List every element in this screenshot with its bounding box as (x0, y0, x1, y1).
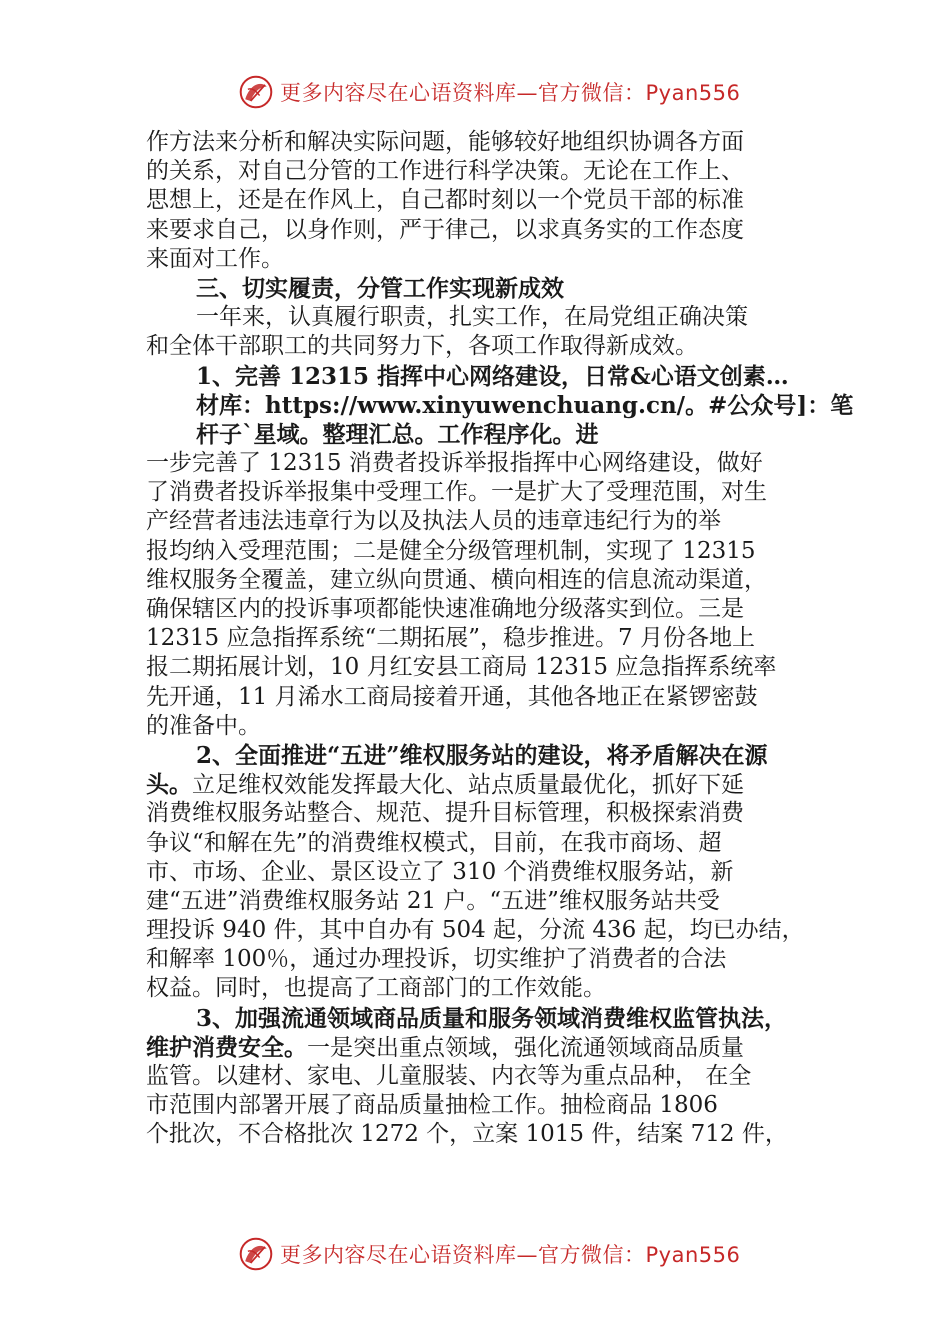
text-line (146, 799, 846, 828)
text-line (146, 770, 846, 799)
header-banner (0, 70, 950, 114)
text-line (146, 858, 846, 887)
text-line (146, 945, 846, 974)
body-text: 先开通，11 月浠水工商局接着开通，其他各地正在紧锣密鼓 (146, 683, 758, 710)
body-text: 和解率 100％，通过办理投诉，切实维护了消费者的合法 (146, 946, 727, 973)
body-text: 确保辖区内的投诉事项都能快速准确地分级落实到位。三是 (146, 596, 744, 622)
bold-text: 材库：https://www.xinyuwenchuang.cn/。#公众号]：笔 (196, 391, 854, 419)
body-text: 和全体干部职工的共同努力下，各项工作取得新成效。 (146, 333, 698, 360)
body-text: 市、市场、企业、景区设立了 310 个消费维权服务站，新 (146, 858, 734, 885)
text-line (146, 887, 846, 916)
body-text: 产经营者违法违章行为以及执法人员的违章违纪行为的举 (146, 508, 721, 535)
body-text: 的准备中。 (146, 712, 261, 739)
banner-text: 更多内容尽在心语资料库—官方微信：Pyan556 (280, 81, 741, 105)
ribbon-pen-icon (238, 1236, 274, 1272)
body-text: 了消费者投诉举报集中受理工作。一是扩大了受理范围，对生 (146, 479, 767, 506)
bold-text: 2、全面推进“五进”维权服务站的建设，将矛盾解决在源 (196, 741, 768, 769)
text-line (146, 712, 846, 741)
bold-text: 三、切实履责，分管工作实现新成效 (196, 274, 564, 302)
text-line (146, 245, 846, 274)
text-line (146, 741, 846, 770)
body-text: 一是突出重点领域，强化流通领域商品质量 (307, 1034, 744, 1061)
body-text: 一步完善了 12315 消费者投诉举报指挥中心网络建设，做好 (146, 450, 763, 477)
body-text: 思想上，还是在作风上，自己都时刻以一个党员干部的标准 (146, 187, 744, 214)
text-line (146, 186, 846, 215)
text-line (146, 1120, 846, 1149)
text-line (146, 1033, 846, 1062)
text-line (146, 683, 846, 712)
text-line (146, 537, 846, 566)
document-body (146, 128, 854, 1150)
bold-text: 1、完善 12315 指挥中心网络建设，日常&心语文创素… (196, 362, 789, 390)
text-line (146, 829, 846, 858)
text-line (146, 1091, 846, 1120)
bold-text: 维护消费安全。 (146, 1033, 307, 1061)
bold-text: 3、加强流通领域商品质量和服务领域消费维权监管执法， (196, 1004, 788, 1032)
body-text: 消费维权服务站整合、规范、提升目标管理，积极探索消费 (146, 800, 744, 827)
text-line (146, 449, 846, 478)
body-text: 一年来，认真履行职责，扎实工作，在局党组正确决策 (196, 304, 748, 331)
text-line (146, 391, 854, 420)
text-line (146, 128, 846, 157)
body-text: 权益。同时，也提高了工商部门的工作效能。 (146, 975, 606, 1002)
ribbon-pen-icon (238, 74, 274, 110)
body-text: 立足维权效能发挥最大化、站点质量最优化，抓好下延 (192, 772, 744, 799)
text-line (146, 595, 846, 624)
body-text: 报二期拓展计划，10 月红安县工商局 12315 应急指挥系统率 (146, 654, 777, 681)
bold-text: 头。 (146, 771, 192, 799)
text-line (146, 420, 846, 449)
body-text: 建“五进”消费维权服务站 21 户。“五进”维权服务站共受 (146, 887, 720, 914)
text-line (146, 1062, 846, 1091)
body-text: 监管。以建材、家电、儿童服装、内衣等为重点品种， 在全 (146, 1063, 752, 1089)
text-line (146, 974, 846, 1003)
body-text: 来要求自己，以身作则，严于律己，以求真务实的工作态度 (146, 216, 744, 243)
body-text: 12315 应急指挥系统“二期拓展”，稳步推进。7 月份各地上 (146, 625, 755, 652)
text-line (146, 303, 846, 332)
text-line (146, 216, 846, 245)
text-line (146, 478, 846, 507)
text-line (146, 362, 846, 391)
bold-text: 杆子`星域。整理汇总。工作程序化。进 (196, 420, 599, 448)
text-line (146, 1004, 846, 1033)
text-line (146, 274, 846, 303)
text-line (146, 507, 846, 536)
text-line (146, 916, 846, 945)
body-text: 的关系，对自己分管的工作进行科学决策。无论在工作上、 (146, 158, 744, 185)
text-line (146, 332, 846, 361)
text-line (146, 566, 846, 595)
body-text: 争议“和解在先”的消费维权模式，目前，在我市商场、超 (146, 829, 722, 856)
banner-text: 更多内容尽在心语资料库—官方微信：Pyan556 (280, 1243, 741, 1267)
body-text: 市范围内部署开展了商品质量抽检工作。抽检商品 1806 (146, 1092, 718, 1119)
body-text: 维权服务全覆盖，建立纵向贯通、横向相连的信息流动渠道， (146, 566, 767, 593)
body-text: 理投诉 940 件，其中自办有 504 起，分流 436 起，均已办结， (146, 917, 805, 944)
body-text: 作方法来分析和解决实际问题，能够较好地组织协调各方面 (146, 129, 744, 155)
text-line (146, 157, 846, 186)
body-text: 报均纳入受理范围；二是健全分级管理机制，实现了 12315 (146, 537, 756, 564)
body-text: 来面对工作。 (146, 245, 284, 272)
footer-banner (0, 1232, 950, 1276)
text-line (146, 624, 846, 653)
text-line (146, 653, 846, 682)
body-text: 个批次，不合格批次 1272 个，立案 1015 件，结案 712 件， (146, 1121, 788, 1148)
